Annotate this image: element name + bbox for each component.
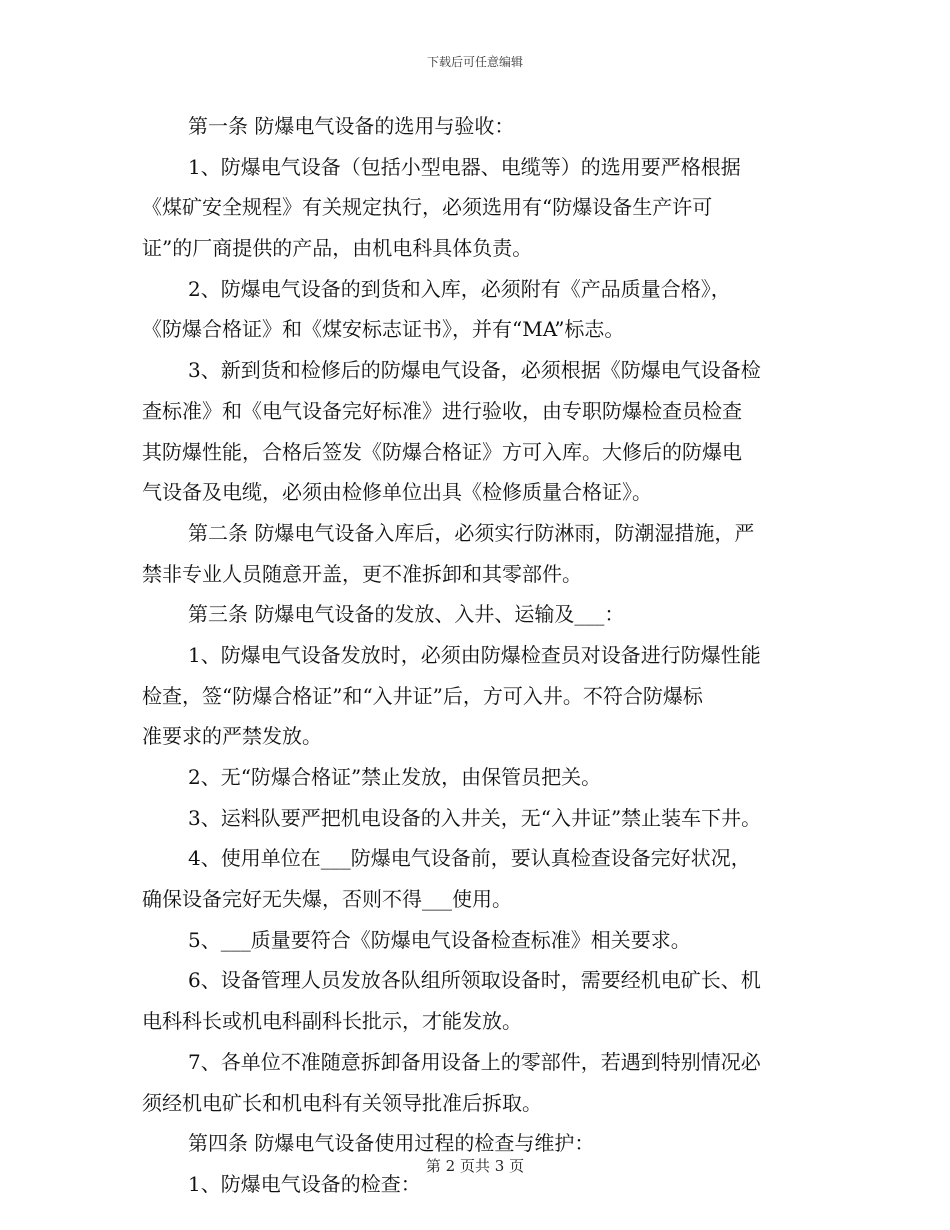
text-line: 证”的厂商提供的产品，由机电科具体负责。: [142, 236, 533, 261]
text-line: 须经机电矿长和机电科有关领导批准后拆取。: [142, 1090, 542, 1115]
text-line: 4、使用单位在___防爆电气设备前，要认真检查设备完好状况，: [188, 846, 751, 871]
text-line: 1、防爆电气设备发放时，必须由防爆检查员对设备进行防爆性能: [188, 642, 761, 667]
text-line: 准要求的严禁发放。: [142, 724, 322, 749]
text-line: 3、运料队要严把机电设备的入井关，无“入井证”禁止装车下井。: [188, 805, 762, 830]
text-line: 第一条 防爆电气设备的选用与验收：: [188, 114, 515, 138]
page-number: 第 2 页共 3 页: [425, 1157, 525, 1175]
text-line: 《煤矿安全规程》有关规定执行，必须选用有“防爆设备生产许可: [142, 195, 713, 220]
text-line: 其防爆性能，合格后签发《防爆合格证》方可入库。大修后的防爆电: [142, 439, 742, 464]
text-line: 7、各单位不准随意拆卸备用设备上的零部件，若遇到特别情况必: [188, 1049, 761, 1074]
text-line: 查标准》和《电气设备完好标准》进行验收，由专职防爆检查员检查: [142, 398, 742, 423]
text-line: 第三条 防爆电气设备的发放、入井、运输及___：: [188, 602, 625, 627]
text-line: 电科科长或机电科副科长批示，才能发放。: [142, 1009, 522, 1034]
text-line: 第四条 防爆电气设备使用过程的检查与维护：: [188, 1131, 595, 1156]
text-line: 《防爆合格证》和《煤安标志证书》，并有“MA”标志。: [142, 317, 625, 342]
text-line: 1、防爆电气设备的检查：: [188, 1171, 421, 1196]
text-line: 1、防爆电气设备（包括小型电器、电缆等）的选用要严格根据: [188, 154, 741, 179]
text-line: 6、设备管理人员发放各队组所领取设备时，需要经机电矿长、机: [188, 968, 761, 993]
text-line: 禁非专业人员随意开盖，更不准拆卸和其零部件。: [142, 561, 582, 586]
text-line: 第二条 防爆电气设备入库后，必须实行防淋雨，防潮湿措施，严: [188, 520, 755, 545]
text-line: 3、新到货和检修后的防爆电气设备，必须根据《防爆电气设备检: [188, 358, 761, 383]
text-line: 2、无“防爆合格证”禁止发放，由保管员把关。: [188, 765, 602, 789]
text-line: 检查，签“防爆合格证”和“入井证”后，方可入井。不符合防爆标: [142, 683, 703, 708]
document-body: [142, 106, 842, 1205]
text-line: 气设备及电缆，必须由检修单位出具《检修质量合格证》。: [142, 480, 652, 505]
text-line: 确保设备完好无失爆，否则不得___使用。: [142, 887, 512, 912]
text-line: 2、防爆电气设备的到货和入库，必须附有《产品质量合格》，: [188, 276, 731, 301]
text-line: 5、___质量要符合《防爆电气设备检查标准》相关要求。: [188, 927, 691, 952]
page-header: 下载后可任意编辑: [426, 55, 523, 69]
